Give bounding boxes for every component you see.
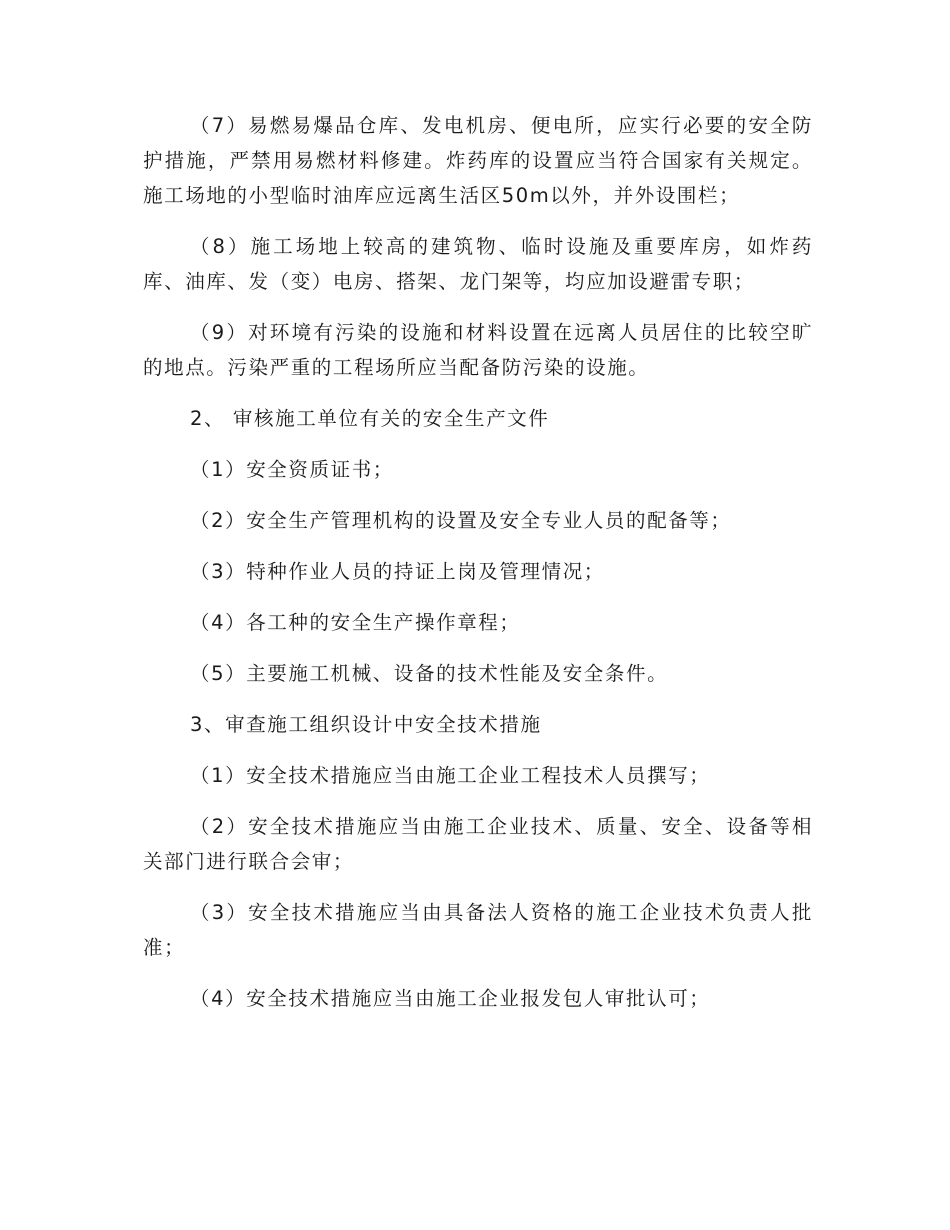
paragraph-doc-5: （5）主要施工机械、设备的技术性能及安全条件。 — [190, 662, 669, 685]
section-heading-3: 3、审查施工组织设计中安全技术措施 — [190, 713, 542, 736]
paragraph-measure-4: （4）安全技术措施应当由施工企业报发包人审批认可； — [190, 987, 711, 1010]
paragraph-measure-1: （1）安全技术措施应当由施工企业工程技术人员撰写； — [190, 764, 711, 787]
paragraph-doc-2: （2）安全生产管理机构的设置及安全专业人员的配备等； — [190, 509, 732, 532]
paragraph-doc-4: （4）各工种的安全生产操作章程； — [190, 611, 521, 634]
paragraph-measure-2: （2）安全技术措施应当由施工企业技术、质量、安全、设备等相关部门进行联合会审； — [143, 815, 813, 873]
paragraph-doc-3: （3）特种作业人员的持证上岗及管理情况； — [190, 560, 605, 583]
paragraph-item-7: （7）易燃易爆品仓库、发电机房、便电所，应实行必要的安全防护措施，严禁用易燃材料修建。炸药库的设置应当符合国家有关规定。施工场地的小型临时油库应远离生活区50m以外，并外设围栏； — [143, 114, 813, 207]
paragraph-item-9: （9）对环境有污染的设施和材料设置在远离人员居住的比较空旷的地点。污染严重的工程场所应当配备防污染的设施。 — [143, 321, 813, 379]
paragraph-measure-3: （3）安全技术措施应当由具备法人资格的施工企业技术负责人批准； — [143, 901, 813, 959]
document-body — [143, 108, 813, 1032]
paragraph-item-8: （8）施工场地上较高的建筑物、临时设施及重要库房，如炸药库、油库、发（变）电房、搭架、龙门架等，均应加设避雷专职； — [143, 235, 813, 293]
section-heading-2: 2、 审核施工单位有关的安全生产文件 — [190, 407, 550, 430]
paragraph-doc-1: （1）安全资质证书； — [190, 458, 394, 481]
